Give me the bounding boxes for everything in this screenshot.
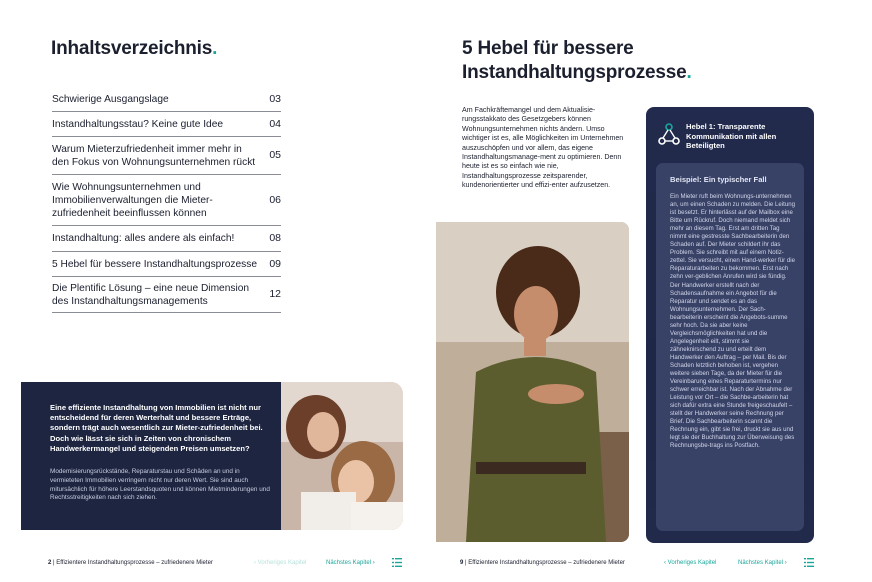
toc-entry[interactable]: 5 Hebel für bessere Instandhaltungsprozesse 09 — [52, 252, 281, 277]
toc-entry[interactable]: Warum Mieterzufriedenheit immer mehr in den Fokus von Wohnungsunternehmen rückt 05 — [52, 137, 281, 175]
toc-heading: Inhaltsverzeichnis. — [51, 38, 218, 59]
example-card — [656, 163, 804, 531]
mother-child-photo — [281, 382, 403, 530]
right-footer: 9 | Effizientere Instandhaltungsprozesse – zufriedenere Mieter — [460, 560, 625, 566]
chapter-heading: 5 Hebel für bessere Instandhaltungsprozesse. — [462, 38, 692, 83]
right-page — [436, 0, 872, 582]
toc-entry[interactable]: Instandhaltung: alles andere als einfach! 08 — [52, 226, 281, 252]
prev-chapter-link[interactable]: ‹ Vorheriges Kapitel — [254, 560, 307, 566]
next-chapter-link[interactable]: Nächstes Kapitel › — [326, 560, 375, 566]
toc-entry[interactable]: Instandhaltungsstau? Keine gute Idee 04 — [52, 112, 281, 137]
left-footer: 2 | Effizientere Instandhaltungsprozesse – zufriedenere Mieter — [48, 560, 213, 566]
example-title: Beispiel: Ein typischer Fall — [670, 175, 767, 184]
toc-entry[interactable]: Die Plentific Lösung – eine neue Dimension des Instandhaltungsmanagements 12 — [52, 277, 281, 313]
next-chapter-link[interactable]: Nächstes Kapitel › — [738, 560, 787, 566]
network-icon — [658, 123, 680, 145]
example-text: Ein Mieter ruft beim Wohnungs-unternehmen an, um einen Schaden zu melden. Die Leitung ist besetzt. Er hinterlässt auf der Mailbox eine Bitte um Rückruf. Doch niemand meldet sich mehr an diesem Tag. Erst am dritten Tag nimmt eine gestresste Sachbearbeiterin den Schaden auf. Der Mieter schildert ihr das Problem. Sie schreibt mit auf einem Notiz-zettel. Sie versucht, einen Hand-werker für die Reparaturarbeiten zu bekommen. Erst nach zehn ver-geblichen Anrufen wird sie fündig. Der Handwerker erstellt nach der Schadensaufnahme ein Angebot für die Reparatur und sendet es an das Wohnungsunternehmen. Der Sach-bearbeiterin erscheint die Angebots-summe sehr hoch. Da sie aber keine Vergleichsmöglichkeiten hat und die Angelegenheit eilt, stimmt sie zähneknirschend zu und erteilt dem Handwerker den Auftrag – per Mail. Bis der Schaden letztlich behoben ist, vergehen weitere sieben Tage, da der Mieter für die Vereinbarung eines Reparaturtermins nur schwer erreichbar ist. Nach der Abnahme der Leistung vor Ort – die Sachbe-arbeiterin hat sich dafür extra eine Stunde freigeschaufelt – stellt der Handwerker seine Rechnung per Brief. Die Sachbearbeiterin scannt die Rechnung ein, gibt sie frei, druckt sie aus und legt sie der Buchhaltung zur Überweisung des Rechnungsbe-trags ins Postfach. — [670, 193, 796, 450]
menu-icon[interactable] — [392, 558, 402, 567]
lever-title: Hebel 1: Transparente Kommunikation mit allen Beteiligten — [686, 122, 777, 151]
intro-box-body: Modemisierungsrückstände, Reparaturstau und Schäden an und in vermieteten Immobilien verringern nicht nur deren Wert. Sie sind auch mitursächlich für höhere Leerstandsquoten und können Mietminderungen und Rechtsstreitigkeiten nach sich ziehen. — [50, 468, 270, 502]
woman-phone-photo — [436, 222, 629, 542]
toc-entry[interactable]: Schwierige Ausgangslage 03 — [52, 88, 281, 112]
chapter-intro: Am Fachkräftemangel und dem Aktualisie-rungsstakkato des Gesetzgebers können Wohnungsunternehmen nichts ändern. Umso wichtiger ist es, alle Möglichkeiten im Unternehmen auszuschöpfen und vor allem, das eigene Instandhaltungsmanage-ment zu optimieren. Denn heute ist es so einfach wie nie, Instandhaltungsprozesse zeitsparender, kundenorientierter und effizi-enter aufzusetzen. — [462, 106, 624, 190]
lever-sidebar — [646, 107, 814, 543]
intro-box — [21, 382, 281, 530]
toc-entry[interactable]: Wie Wohnungsunternehmen und Immobilienverwaltungen die Mieter-zufriedenheit beeinflussen können 06 — [52, 175, 281, 226]
prev-chapter-link[interactable]: ‹ Vorheriges Kapitel — [664, 560, 717, 566]
intro-box-lead: Eine effiziente Instandhaltung von Immobilien ist nicht nur entscheidend für deren Werterhalt und bessere Erträge, sondern trägt auch wesentlich zur Mieter-zufriedenheit bei. Doch wie lässt sie sich in Zeiten von chronischem Handwerkermangel und steigenden Preisen umsetzen? — [50, 403, 263, 453]
table-of-contents — [52, 88, 281, 313]
menu-icon[interactable] — [804, 558, 814, 567]
